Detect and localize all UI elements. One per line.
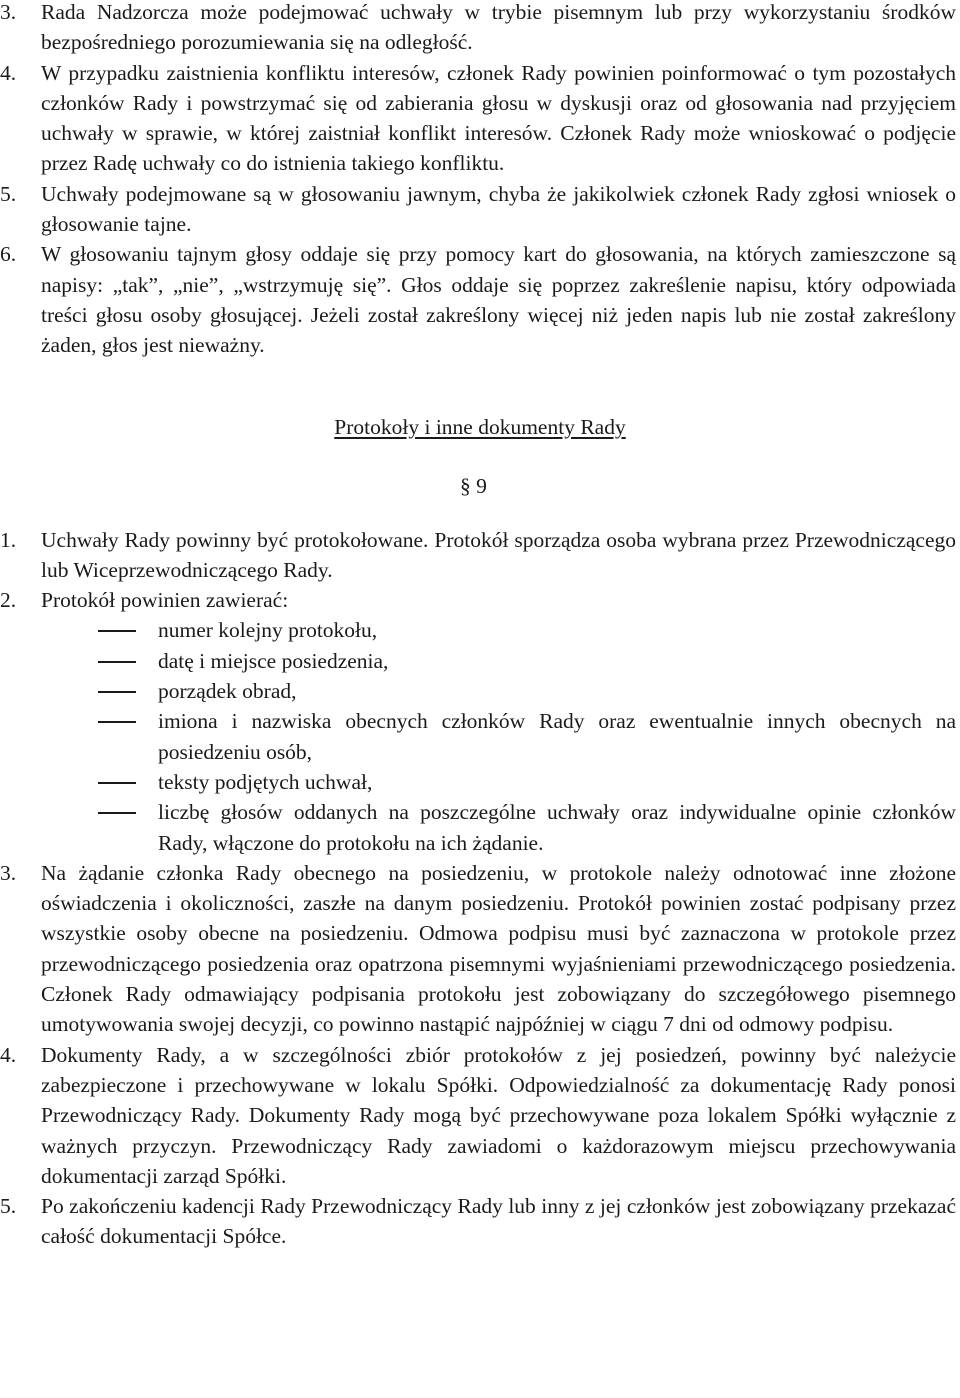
- list-item: [0, 58, 960, 179]
- item-text: Uchwały podejmowane są w głosowaniu jawnym, chyba że jakikolwiek członek Rady zgłosi wniosek o głosowanie tajne.: [41, 181, 956, 237]
- dash-item-text: liczbę głosów oddanych na poszczególne uchwały oraz indywidualne opinie członków Rady, włączone do protokołu na ich żądanie.: [158, 800, 956, 855]
- dash-bullet: [98, 812, 136, 814]
- item-text: Na żądanie członka Rady obecnego na posiedzeniu, w protokole należy odnotować inne złożone oświadczenia i okoliczności, zaszłe na danym posiedzeniu. Protokół powinien zostać podpisany przez wszystkie osoby obecne na posiedzeniu. Odmowa podpisu musi być zaznaczona w protokole przez przewodniczącego posiedzenia oraz opatrzona pisemnymi wyjaśnieniami przewodniczącego posiedzenia. Członek Rady odmawiający podpisania protokołu jest zobowiązany do szczegółowego pisemnego umotywowania swojej decyzji, co powinno nastąpić najpóźniej w ciągu 7 dni od odmowy podpisu.: [41, 860, 956, 1037]
- section2-list: [0, 525, 960, 1252]
- list-item: [0, 615, 960, 645]
- list-item: [0, 646, 960, 676]
- protocol-contents-list: [0, 615, 960, 857]
- item-number: 4.: [0, 60, 17, 85]
- item-number: 5.: [0, 1194, 17, 1219]
- dash-bullet: [98, 661, 136, 663]
- list-item: [0, 0, 960, 58]
- item-text: Dokumenty Rady, a w szczególności zbiór protokołów z jej posiedzeń, powinny być należycie zabezpieczone i przechowywane w lokalu Spółki. Odpowiedzialność za dokumentację Rady ponosi Przewodniczący Rady. Dokumenty Rady mogą być przechowywane poza lokalem Spółki wyłącznie z ważnych przyczyn. Przewodniczący Rady zawiadomi o każdorazowym miejscu przechowywania dokumentacji zarząd Spółki.: [41, 1042, 956, 1188]
- item-number: 1.: [0, 527, 17, 552]
- item-number: 4.: [0, 1042, 17, 1067]
- list-item: [0, 797, 960, 858]
- item-number: 5.: [0, 181, 17, 206]
- section1-list: [0, 0, 960, 361]
- item-number: 3.: [0, 0, 17, 24]
- dash-bullet: [98, 691, 136, 693]
- item-number: 6.: [0, 242, 17, 267]
- list-item: [0, 706, 960, 767]
- list-item: [0, 1191, 960, 1252]
- dash-item-text: datę i miejsce posiedzenia,: [158, 648, 389, 673]
- list-item: [0, 585, 960, 615]
- item-text: Rada Nadzorcza może podejmować uchwały w trybie pisemnym lub przy wykorzystaniu środków bezpośredniego porozumiewania się na odległość.: [41, 0, 956, 55]
- item-text: Protokół powinien zawierać:: [41, 588, 289, 613]
- item-text: W głosowaniu tajnym głosy oddaje się przy pomocy kart do głosowania, na których zamieszczone są napisy: „tak”, „nie”, „wstrzymuję się”. Głos oddaje się poprzez zakreślenie napisu, który odpowiada treści głosu osoby głosującej. Jeżeli został zakreślony więcej niż jeden napis lub nie został zakreślony żaden, głos jest nieważny.: [41, 242, 956, 358]
- list-item: [0, 676, 960, 706]
- list-item: [0, 767, 960, 797]
- dash-bullet: [98, 721, 136, 723]
- item-text: Uchwały Rady powinny być protokołowane. Protokół sporządza osoba wybrana przez Przewodniczącego lub Wiceprzewodniczącego Rady.: [41, 527, 956, 582]
- item-text: Po zakończeniu kadencji Rady Przewodniczący Rady lub inny z jej członków jest zobowiązany przekazać całość dokumentacji Spółce.: [41, 1194, 956, 1249]
- list-item: [0, 1040, 960, 1191]
- list-item: [0, 179, 960, 240]
- dash-item-text: numer kolejny protokołu,: [158, 618, 378, 643]
- dash-item-text: porządek obrad,: [158, 679, 297, 704]
- list-item: [0, 525, 960, 586]
- section-heading: Protokoły i inne dokumenty Rady: [334, 414, 626, 439]
- dash-item-text: teksty podjętych uchwał,: [158, 769, 373, 794]
- dash-bullet: [98, 782, 136, 784]
- dash-item-text: imiona i nazwiska obecnych członków Rady oraz ewentualnie innych obecnych na posiedzeniu osób,: [158, 709, 956, 764]
- paragraph-number: § 9: [460, 473, 487, 498]
- section-heading-block: [0, 412, 960, 525]
- item-number: 3.: [0, 860, 17, 885]
- item-number: 2.: [0, 588, 17, 613]
- list-item: [0, 239, 960, 360]
- list-item: [0, 858, 960, 1040]
- item-text: W przypadku zaistnienia konfliktu interesów, członek Rady powinien poinformować o tym pozostałych członków Rady i powstrzymać się od zabierania głosu w dyskusji oraz od głosowania nad przyjęciem uchwały w sprawie, w której zaistniał konflikt interesów. Członek Rady może wnioskować o podjęcie przez Radę uchwały co do istnienia takiego konfliktu.: [41, 60, 956, 176]
- dash-bullet: [98, 630, 136, 632]
